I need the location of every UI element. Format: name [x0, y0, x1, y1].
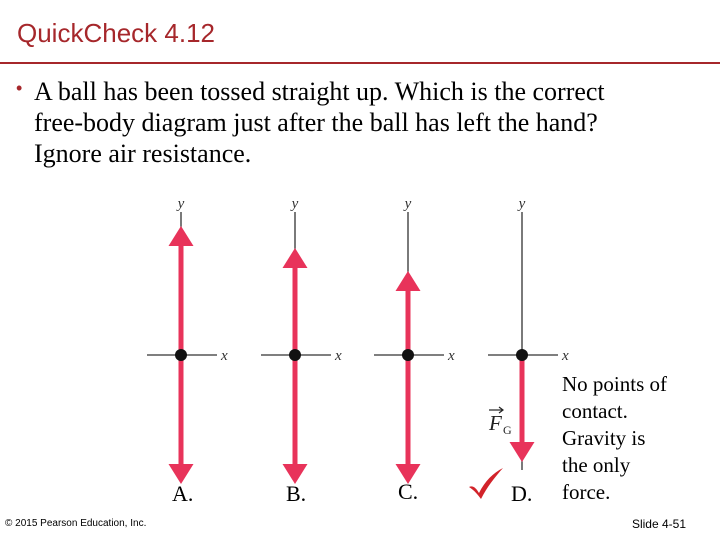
gravity-force-label: F — [489, 411, 502, 435]
gravity-force-subscript: G — [503, 423, 512, 437]
x-axis-label-c: x — [448, 348, 455, 364]
copyright-text: © 2015 Pearson Education, Inc. — [5, 518, 147, 529]
y-axis-label-c: y — [404, 196, 412, 212]
y-axis-label-b: y — [291, 196, 299, 212]
ball-dot-d — [516, 349, 528, 361]
x-axis-label-b: x — [335, 348, 342, 364]
slide-number: Slide 4-51 — [631, 517, 686, 531]
x-axis-label-d: x — [562, 348, 569, 364]
ball-dot-b — [289, 349, 301, 361]
option-label-d[interactable]: D. — [511, 481, 533, 506]
option-label-a[interactable]: A. — [172, 481, 194, 506]
x-axis-label-a: x — [221, 348, 228, 364]
answer-note — [562, 371, 712, 506]
option-label-c[interactable]: C. — [398, 479, 419, 504]
answer-note-line: contact. — [562, 399, 628, 423]
question-line: free-body diagram just after the ball has left the hand? — [34, 108, 598, 137]
bullet-icon: • — [16, 78, 23, 98]
answer-note-line: Gravity is — [562, 426, 646, 450]
answer-note-line: force. — [562, 480, 611, 504]
answer-note-line: No points of — [562, 372, 667, 396]
question-line: A ball has been tossed straight up. Which is the correct — [34, 77, 605, 106]
y-axis-label-a: y — [177, 196, 185, 212]
ball-dot-c — [402, 349, 414, 361]
y-axis-label-d: y — [518, 196, 526, 212]
option-label-b[interactable]: B. — [286, 481, 307, 506]
checkmark-icon — [466, 466, 506, 502]
question-line: Ignore air resistance. — [34, 139, 252, 168]
ball-dot-a — [175, 349, 187, 361]
answer-note-line: the only — [562, 453, 631, 477]
slide-title: QuickCheck 4.12 — [17, 18, 215, 48]
